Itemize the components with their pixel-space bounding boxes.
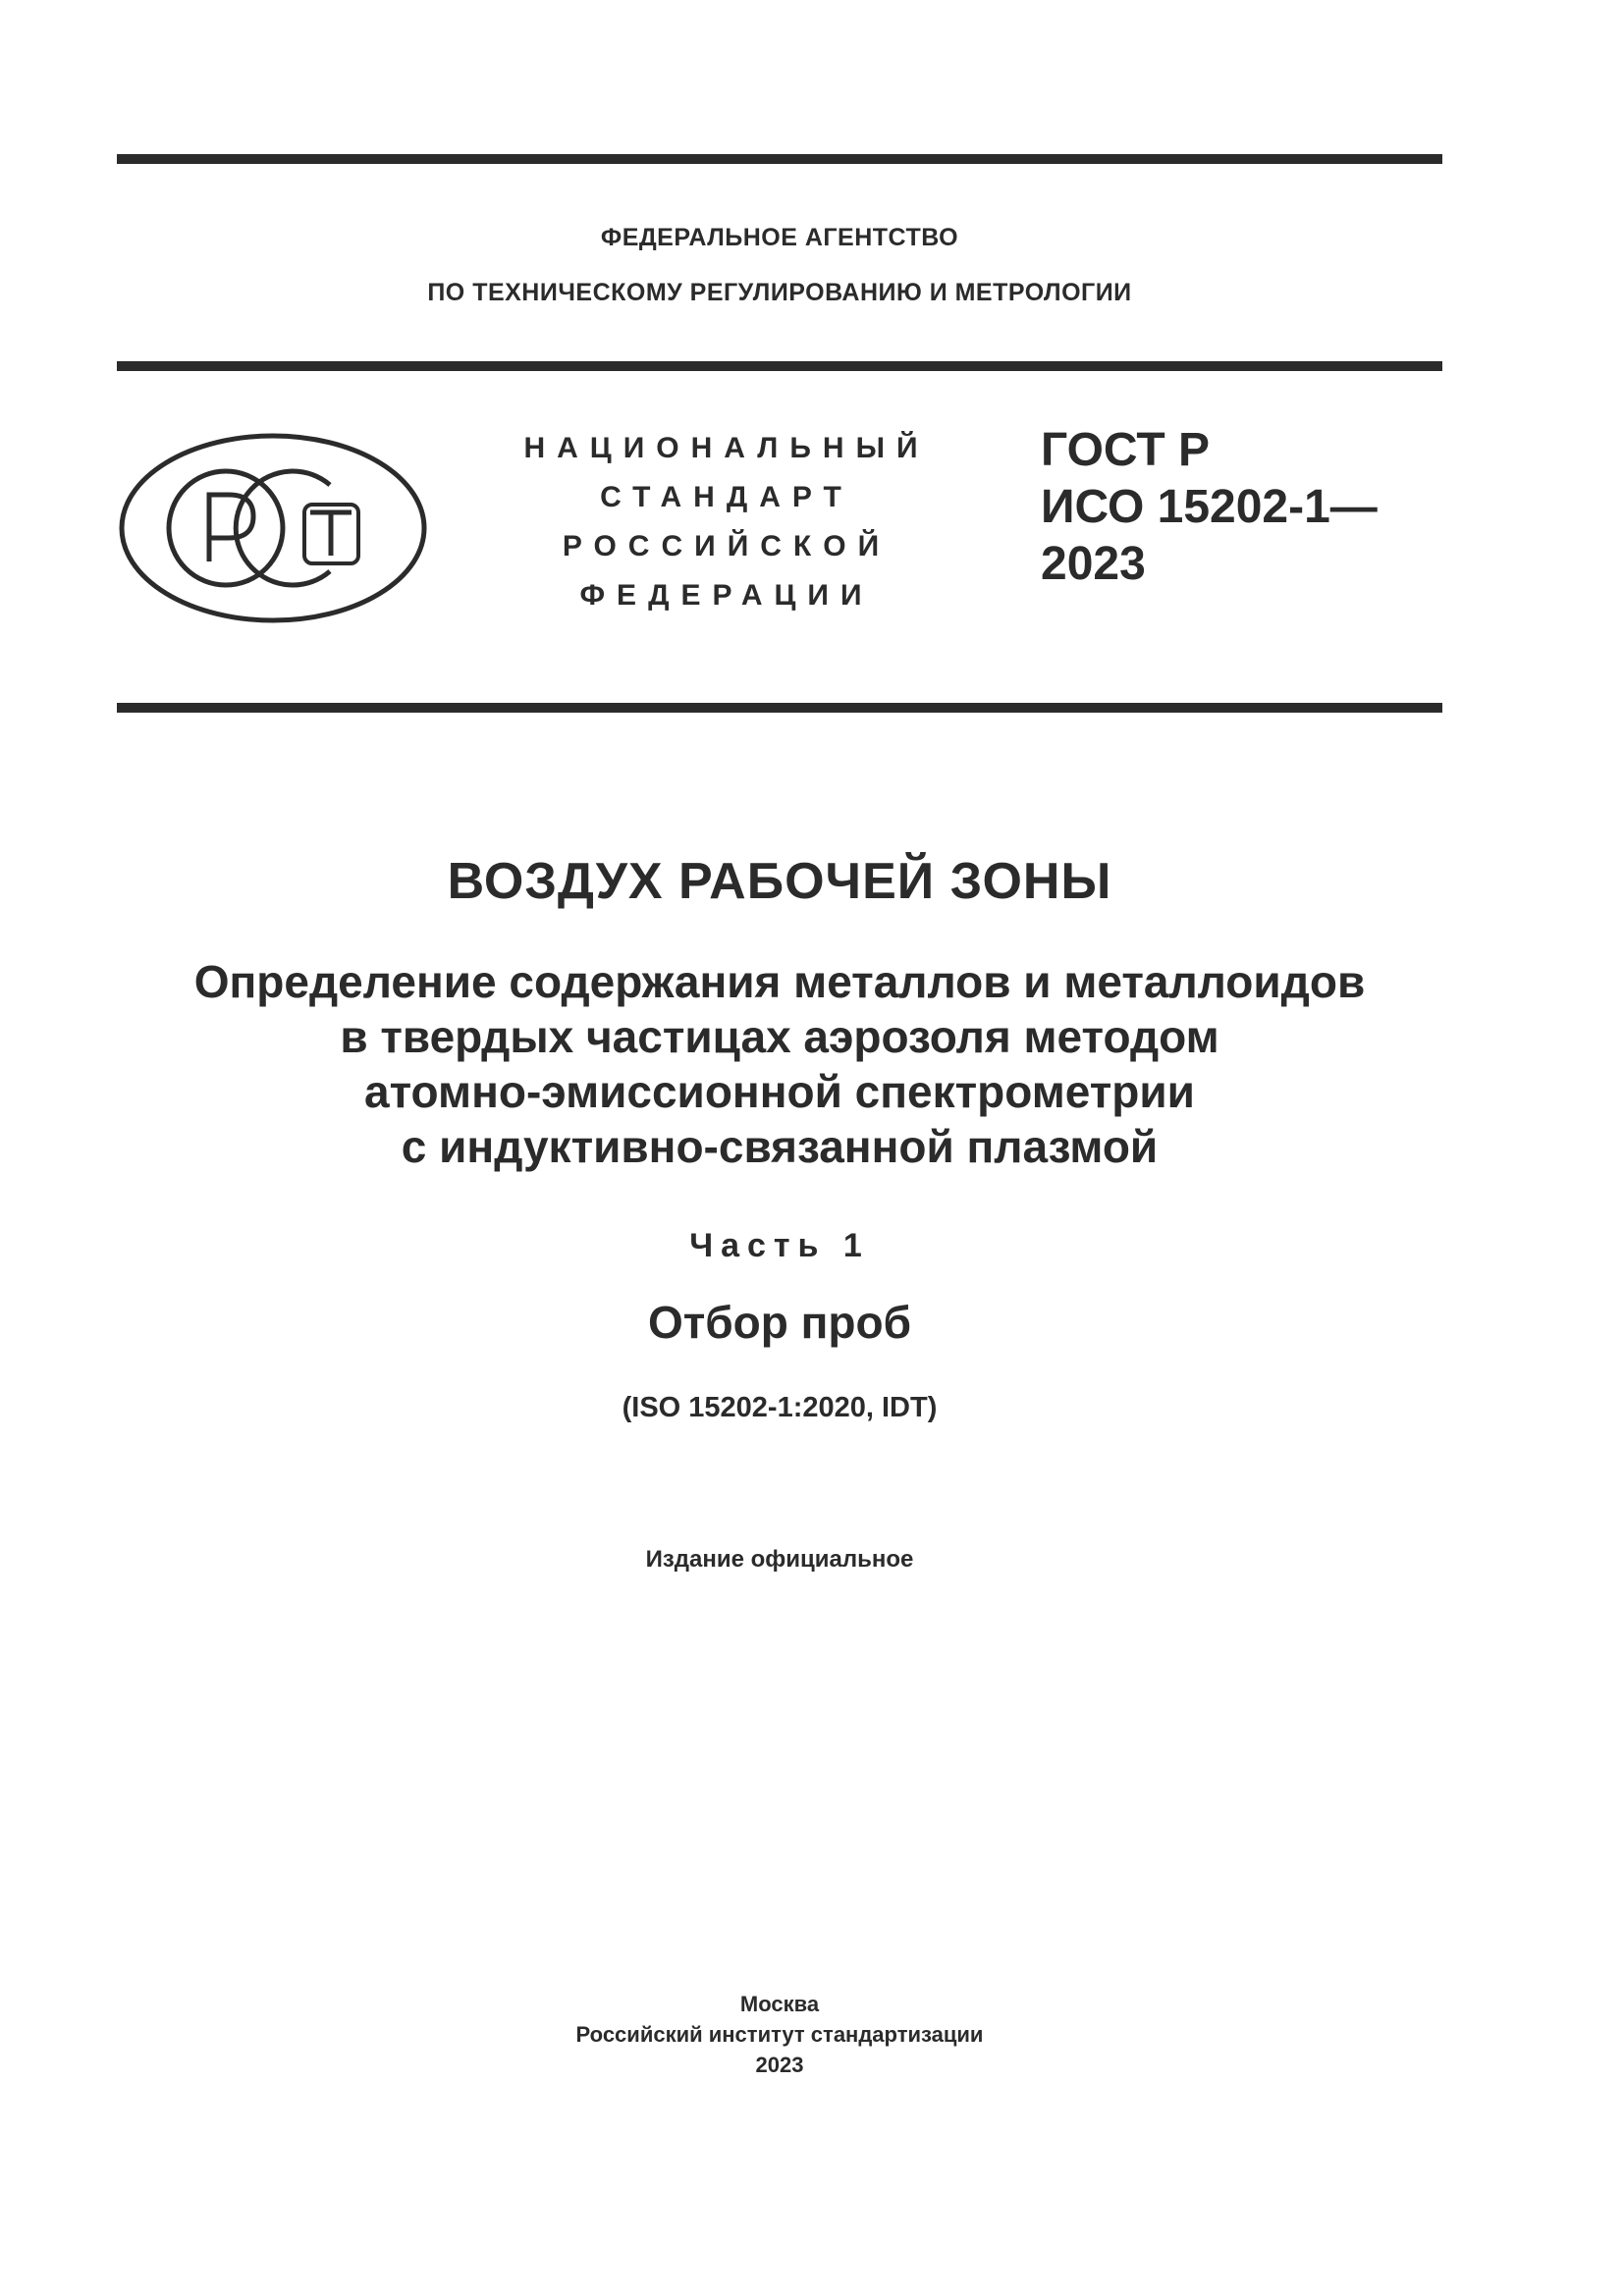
national-standard-line-1: НАЦИОНАЛЬНЫЙ: [523, 432, 930, 464]
part-number: Часть 1: [689, 1227, 870, 1264]
national-standard-label: [491, 424, 962, 620]
subtitle-line-4: с индуктивно-связанной плазмой: [401, 1121, 1159, 1172]
top-rule: [117, 154, 1442, 164]
publisher-institute: Российский институт стандартизации: [575, 2022, 984, 2047]
bottom-rule: [117, 703, 1442, 713]
iso-reference: (ISO 15202-1:2020, IDT): [622, 1392, 938, 1423]
agency-line-1: ФЕДЕРАЛЬНОЕ АГЕНТСТВО: [600, 224, 959, 251]
document-title: ВОЗДУХ РАБОЧЕЙ ЗОНЫ: [447, 853, 1112, 910]
national-standard-line-3: РОССИЙСКОЙ: [562, 530, 892, 562]
subtitle-line-3: атомно-эмиссионной спектрометрии: [364, 1066, 1195, 1117]
standard-designation: [1041, 422, 1378, 593]
designation-line-2: ИСО 15202-1—: [1041, 481, 1378, 533]
middle-rule: [117, 361, 1442, 371]
designation-line-3: 2023: [1041, 538, 1146, 590]
national-standard-line-2: СТАНДАРТ: [600, 481, 853, 513]
publisher-block: [117, 1989, 1442, 2080]
part-name: Отбор проб: [647, 1297, 912, 1348]
rst-certification-mark-icon: [116, 430, 430, 626]
national-standard-line-4: ФЕДЕРАЦИИ: [579, 579, 874, 612]
edition-label: Издание официальное: [645, 1546, 914, 1573]
agency-line-2: ПО ТЕХНИЧЕСКОМУ РЕГУЛИРОВАНИЮ И МЕТРОЛОГИИ: [427, 279, 1132, 306]
designation-line-1: ГОСТ Р: [1041, 424, 1211, 476]
publisher-city: Москва: [739, 1992, 820, 2016]
document-subtitle: [117, 954, 1442, 1174]
publisher-year: 2023: [755, 2053, 804, 2077]
subtitle-line-1: Определение содержания металлов и металлоидов: [193, 956, 1366, 1007]
subtitle-line-2: в твердых частицах аэрозоля методом: [340, 1011, 1219, 1062]
